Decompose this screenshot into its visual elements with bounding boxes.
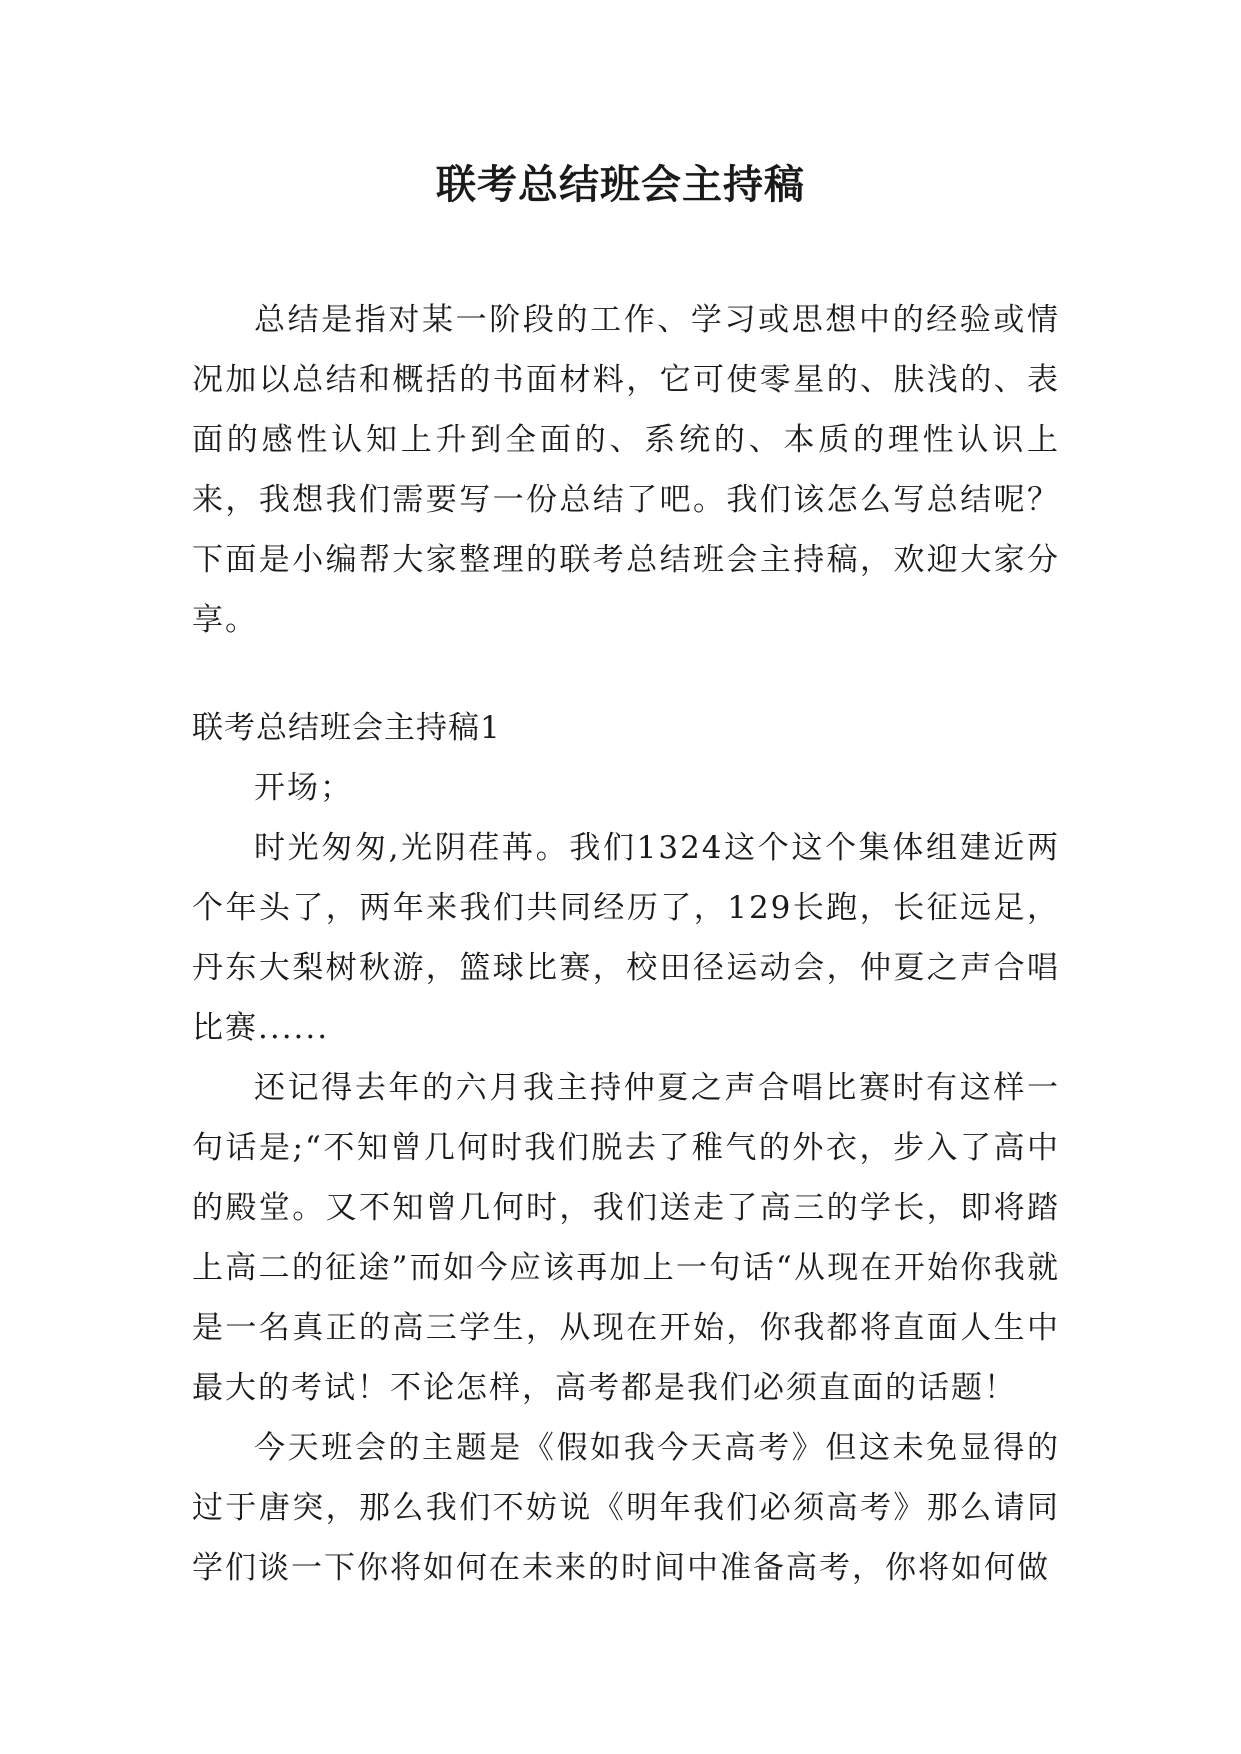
document-title: 联考总结班会主持稿 [436,161,805,208]
section-heading: 联考总结班会主持稿1 [192,710,501,746]
paragraph: 时光匆匆,光阴荏苒。我们1324这个这个集体组建近两个年头了，两年来我们共同经历了，129长跑，长征远足，丹东大梨树秋游，篮球比赛，校田径运动会，仲夏之声合唱比赛...... [192,830,1060,1046]
document-body [192,290,1060,1598]
paragraph: 还记得去年的六月我主持仲夏之声合唱比赛时有这样一句话是;“不知曾几何时我们脱去了稚气的外衣，步入了高中的殿堂。又不知曾几何时，我们送走了高三的学长，即将踏上高二的征途”而如今应该再加上一句话“从现在开始你我就是一名真正的高三学生，从现在开始，你我都将直面人生中最大的考试！不论怎样，高考都是我们必须直面的话题！ [192,1070,1060,1406]
paragraph: 今天班会的主题是《假如我今天高考》但这未免显得的过于唐突，那么我们不妨说《明年我们必须高考》那么请同学们谈一下你将如何在未来的时间中准备高考，你将如何做 [192,1430,1060,1586]
paragraph-opening: 开场； [254,770,353,806]
intro-paragraph: 总结是指对某一阶段的工作、学习或思想中的经验或情况加以总结和概括的书面材料，它可使零星的、肤浅的、表面的感性认知上升到全面的、系统的、本质的理性认识上来，我想我们需要写一份总结了吧。我们该怎么写总结呢？下面是小编帮大家整理的联考总结班会主持稿，欢迎大家分享。 [192,302,1060,638]
